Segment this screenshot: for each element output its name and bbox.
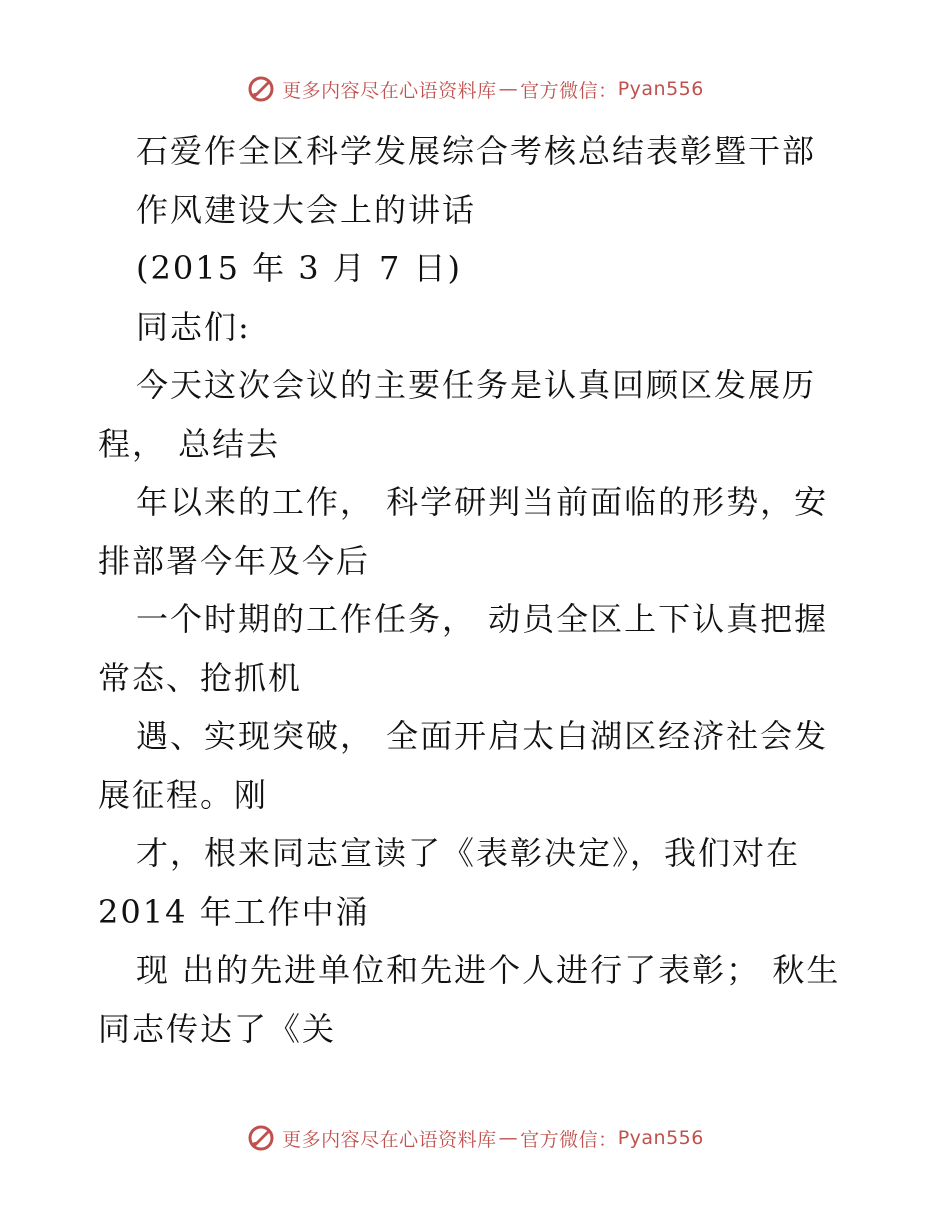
body-line: 现 出的先进单位和先进个人进行了表彰； 秋生 xyxy=(136,951,841,989)
title-line-1: 石爱作全区科学发展综合考核总结表彰暨干部 xyxy=(136,132,817,170)
body-line: 年以来的工作， 科学研判当前面临的形势，安 xyxy=(136,483,829,521)
body-line: 程， 总结去 xyxy=(98,424,281,463)
watermark-wechat-id: Pyan556 xyxy=(617,78,704,100)
body-line: 才，根来同志宣读了《表彰决定》，我们对在 xyxy=(136,834,801,872)
header-watermark xyxy=(0,74,950,104)
body-line: 今天这次会议的主要任务是认真回顾区发展历 xyxy=(136,366,817,404)
watermark-wechat-id: Pyan556 xyxy=(617,1127,704,1149)
body-line: 常态、抢抓机 xyxy=(98,658,303,697)
watermark-site-text: 更多内容尽在心语资料库 xyxy=(282,79,497,102)
body-line: 排部署今年及今后 xyxy=(98,541,371,580)
watermark-site-text: 更多内容尽在心语资料库 xyxy=(282,1128,497,1151)
body-line: 遇、实现突破， 全面开启太白湖区经济社会发 xyxy=(136,717,829,755)
title-line-2: 作风建设大会上的讲话 xyxy=(136,190,477,229)
watermark-separator: — xyxy=(498,78,519,100)
body-line: 展征程。刚 xyxy=(98,775,269,814)
body-line: 2014 年工作中涌 xyxy=(98,892,370,931)
watermark-wechat-label: 官方微信： xyxy=(520,1128,618,1151)
body-line: 一个时期的工作任务， 动员全区上下认真把握 xyxy=(136,600,829,638)
quill-logo-icon xyxy=(246,1123,276,1153)
footer-watermark xyxy=(0,1123,950,1153)
watermark-separator: — xyxy=(498,1127,519,1149)
watermark-wechat-label: 官方微信： xyxy=(520,79,618,102)
body-line: 同志传达了《关 xyxy=(98,1009,337,1048)
date-line: (2015 年 3 月 7 日) xyxy=(136,249,462,287)
quill-logo-icon xyxy=(246,74,276,104)
document-body xyxy=(98,122,868,1058)
salutation-line: 同志们: xyxy=(136,307,251,346)
